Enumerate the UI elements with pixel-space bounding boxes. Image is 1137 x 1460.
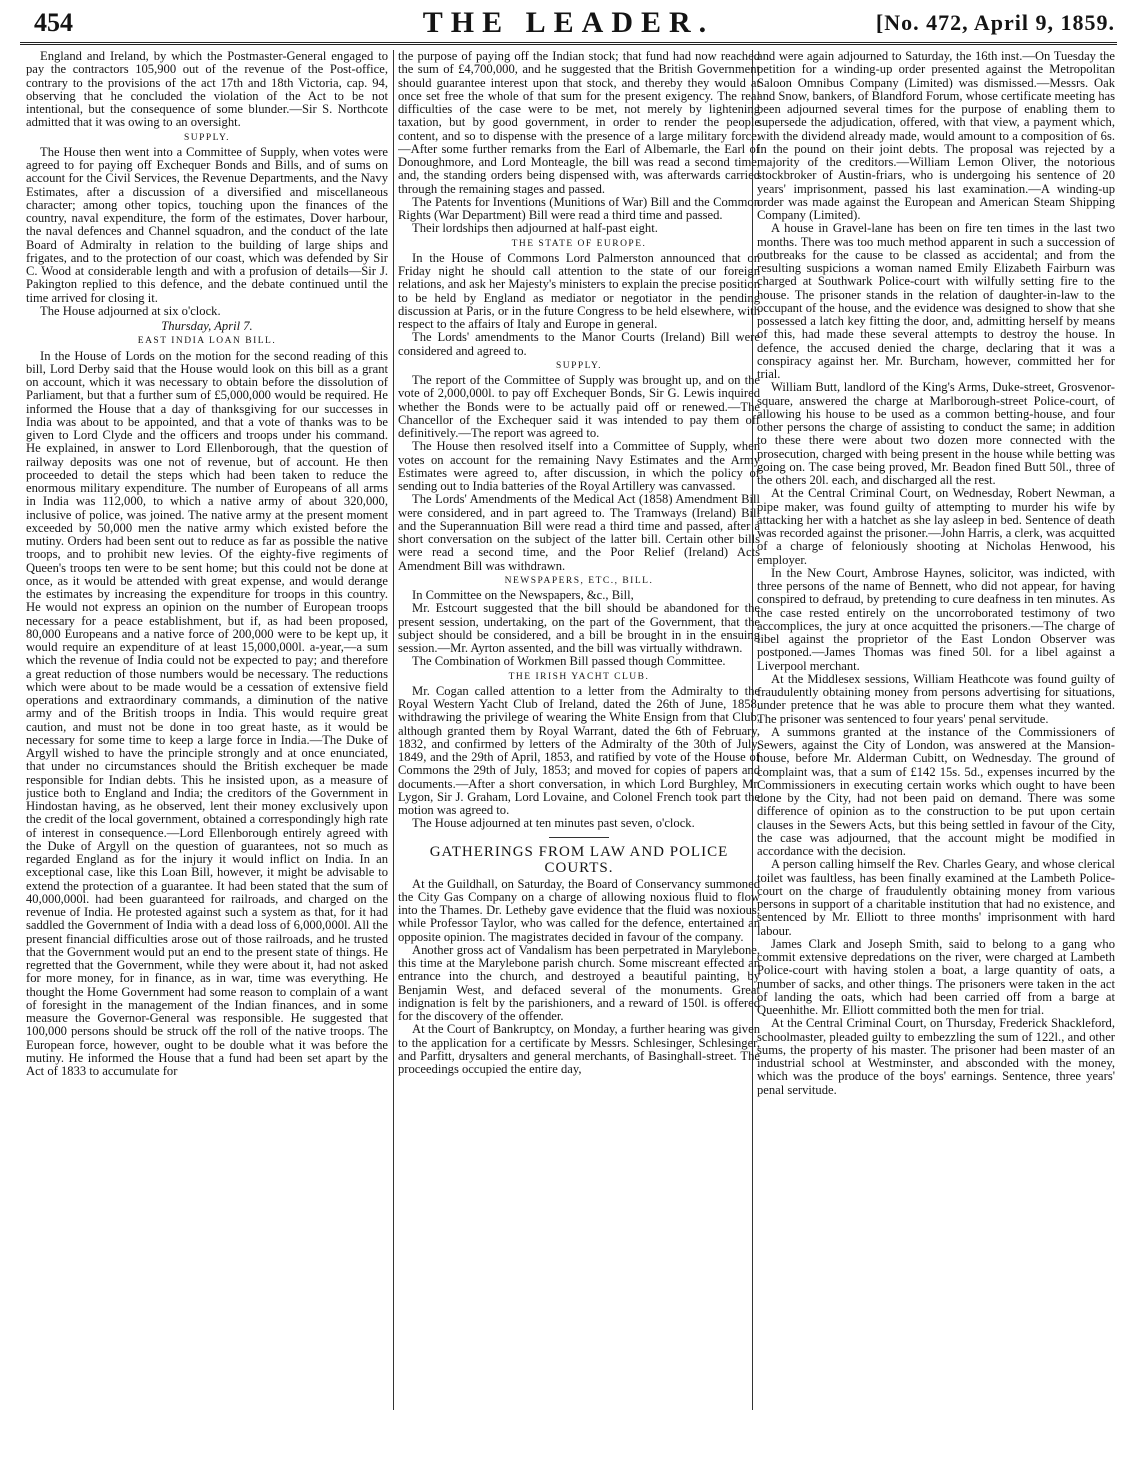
paragraph: The Lords' Amendments of the Medical Act (1858) Amendment Bill were considered, and in part agreed to. The Tramways (Ireland) Bill and the Superannuation Bill were read a third time and passed, after a short conversation on the subject of the latter bill. Certain other bills were read a second time, and the Poor Relief (Ireland) Acts Amendment Bill was withdrawn. (398, 492, 760, 573)
section-heading: NEWSPAPERS, ETC., BILL. (504, 575, 654, 586)
paragraph: The report of the Committee of Supply was brought up, and on the vote of 2,000,000l. to pay off Exchequer Bonds, Sir G. Lewis inquired whether the Bonds were to be actually paid off or renewed.—The Chancellor of the Exchequer said it was intended to pay them off definitively.—The report was agreed to. (398, 373, 760, 440)
paragraph: At the Guildhall, on Saturday, the Board of Conservancy summoned the City Gas Company on a charge of allowing noxious fluid to flow into the Thames. Dr. Letheby gave evidence that the fluid was noxious, while Professor Taylor, who was called for the defence, entertained an opposite opinion. The magistrates decided in favour of the company. (398, 876, 760, 944)
separator-rule (549, 837, 609, 838)
paragraph: A summons granted at the instance of the Commissioners of Sewers, against the City of London, was answered at the Mansion-house, before Mr. Alderman Cubitt, on Wednesday. The ground of complaint was, that a sum of £142 15s. 5d., expenses incurred by the Commissioners in executing certain works which ought to have been done by the City, had not been paid on demand. There was some difference of opinion as to the construction to be put upon certain clauses in the Sewers Acts, but this being settled in favour of the City, the case was adjourned, that the account might be modified in accordance with the decision. (757, 724, 1115, 858)
column-middle (398, 50, 760, 1450)
paragraph: The Lords' amendments to the Manor Courts (Ireland) Bill were considered and agreed to. (398, 330, 760, 358)
paragraph: Their lordships then adjourned at half-past eight. (412, 221, 658, 236)
page-number: 454 (34, 8, 73, 37)
paragraph: The House adjourned at six o'clock. (40, 303, 221, 318)
paragraph: and were again adjourned to Saturday, the 16th inst.—On Tuesday the petition for a winding-up order presented against the Metropolitan Saloon Omnibus Company (Limited) was dismissed.—Messrs. Oak and Snow, bankers, of Blandford Forum, whose certificate meeting has been adjourned several times for the purpose of enabling them to supersede the adjudication, offered, with that view, a payment which, with the dividend already made, would amount to a composition of 6s. in the pound on their joint debts. The proposal was rejected by a majority of the creditors.—William Lemon Oliver, the notorious stockbroker of Austin-friars, who is undergoing his sentence of 20 years' imprisonment, passed his last examination.—A winding-up order was made against the European and American Steam Shipping Company (Limited). (757, 50, 1115, 222)
paragraph: Mr. Estcourt suggested that the bill should be abandoned for the present session, undertaking, on the part of the Government, that the subject should be considered, and a bill be brought in in the ensuing session.—Mr. Ayrton assented, and the bill was virtually withdrawn. (398, 601, 760, 655)
paragraph: At the Court of Bankruptcy, on Monday, a further hearing was given to the application for a certificate by Messrs. Schlesinger, Schlesinger, and Parfitt, drysalters and general merchants, of Basinghall-street. The proceedings occupied the entire day, (398, 1022, 760, 1076)
masthead (20, 6, 1117, 45)
paragraph: Mr. Cogan called attention to a letter from the Admiralty to the Royal Western Yacht Club of Ireland, dated the 26th of June, 1858, withdrawing the privilege of wearing the White Ensign from that Club, although granted them by Royal Warrant, dated the 6th of February, 1832, and confirmed by letters of the Admiralty of the 30th of July, 1849, and the 29th of April, 1853, and ratified by vote of the House of Commons the 29th of July, 1853; and moved for copies of papers and documents.—After a short conversation, in which Lord Burghley, Mr. Lygon, Sir J. Graham, Lord Lovaine, and Colonel French took part the motion was agreed to. (398, 683, 760, 817)
newspaper-title: THE LEADER. (422, 6, 715, 39)
paragraph: The House then went into a Committee of Supply, when votes were agreed to for paying off Exchequer Bonds and Bills, and of sums on account for the Civil Services, the Revenue Departments, and the Navy Estimates, after a discussion of a diversified and miscellaneous character; among other topics, touching upon the finances of the country, naval expenditure, the form of the estimates, Dover harbour, the naval defences and Channel squadron, and the conduct of the late Board of Admiralty in relation to the building of large ships and frigates, and to the protection of our coast, which was defended by Sir C. Wood at considerable length and with a profusion of details—Sir J. Pakington replied to this defence, and the debate continued until the time arrived for closing it. (26, 144, 388, 305)
paragraph: In the House of Lords on the motion for the second reading of this bill, Lord Derby said that the House would look on this bill as a grant on account, which it was necessary to obtain before the dissolution of Parliament, but that a further sum of £5,000,000 would be required. He informed the House that a day of thanksgiving for our successes in India was about to be appointed, and that a vote of thanks was to be given to Lord Clyde and the officers and troops under his command. He explained, in answer to Lord Ellenborough, that the question of railway deposits was one not of revenue, but of account. He then proceeded to detail the steps which had been taken to reduce the enormous military expenditure. The number of Europeans of all arms in India was 112,000, to which a native army of about 320,000, inclusive of police, was joined. The native army at the present moment exceeded by 50,000 men the native army which existed before the mutiny. Orders had been sent out to reduce as far as possible the native troops, and to prohibit new levies. Of the eighty-five regiments of Queen's troops ten were to be sent home; but this could not be done at once, as it would be attended with great expense, and would derange the estimates by increasing the expenditure for troops in this country. He would not express an opinion on the number of European troops necessary for a peace establishment, but if, as had been proposed, 80,000 Europeans and a native force of 200,000 were to be kept up, it would require an expenditure of at least 15,000,000l. a-year,—a sum which the revenue of India could not be expected to pay; and therefore a great reduction of those numbers would be necessary. The reductions which were about to be made would be a cessation of extensive field operations and extraordinary commands, a diminution of the native army and of the British troops in India. This would require great caution, and must not be done in too great haste, as it would be necessary for some time to keep a large force in India.—The Duke of Argyll wished to have the principle strongly and at once enunciated, that under no circumstances should the British exchequer be made responsible for Indian debts. This he insisted upon, as a measure of justice both to England and India; the creditors of the Government in Hindostan having, as he observed, lent their money exclusively upon the credit of the local government, obtained a correspondingly high rate of interest in consequence.—Lord Ellenborough entirely agreed with the Duke of Argyll on the question of guarantees, not so much as regarded England as for the injury it would inflict on India. In an exceptional case, like this Loan Bill, however, it might be advisable to extend the protection of a guarantee. It had been stated that the sum of 40,000,000l. had been guaranteed for railroads, and charged on the revenue of India. He protested against such a system as that, for it had saddled the Government of India with a dead loss of 6,000,000l. All the present financial difficulties arose out of those railroads, and he trusted that the Government would put an end to the present state of things. He regretted that the Government, while they were about it, had not asked for more money, for in finance, as in war, time was everything. He thought the Home Government had some reason to complain of a want of foresight in the management of the Indian finances, and in some measure the Governor-General was responsible. He suggested that 100,000 persons should be struck off the roll of the native troops. The European force, however, ought to be double what it was before the mutiny. He informed the House that a fund had been set apart by the Act of 1833 to accumulate for (26, 348, 388, 1078)
paragraph: James Clark and Joseph Smith, said to belong to a gang who commit extensive depredations on the river, were charged at Lambeth Police-court with having stolen a boat, a large quantity of oats, a number of sacks, and other things. The prisoners were taken in the act of landing the oats, which had been carried off from a barge at Queenhithe. Mr. Elliott committed both the men for trial. (757, 936, 1115, 1017)
paragraph: The House adjourned at ten minutes past seven, o'clock. (412, 816, 695, 831)
column-rule (393, 50, 394, 1410)
paragraph: The Patents for Inventions (Munitions of War) Bill and the Common Rights (War Department) Bill were read a third time and passed. (398, 194, 760, 222)
paragraph: At the Central Criminal Court, on Wednesday, Robert Newman, a pipe maker, was found guilty of attempting to murder his wife by attacking her with a hatchet as she lay asleep in bed. Sentence of death was recorded against the prisoner.—John Harris, a clerk, was acquitted of a charge of feloniously shooting at Nicholas Henwood, his employer. (757, 486, 1115, 567)
paragraph: William Butt, landlord of the King's Arms, Duke-street, Grosvenor-square, answered the charge at Marlborough-street Police-court, of allowing his house to be used as a common betting-house, and four other persons the charge of assisting to conduct the same; in addition to these there were about two dozen more connected with the prosecution, charged with being present in the house while betting was going on. The case being proved, Mr. Beadon fined Butt 50l., three of the others 20l. each, and discharged all the rest. (757, 380, 1115, 487)
paragraph: A person calling himself the Rev. Charles Geary, and whose clerical toilet was faultless, has been finally examined at the Lambeth Police-court on the charge of fraudulently obtaining money from various persons in support of a charitable institution that had no existence, and sentenced by Mr. Elliott to three months' imprisonment with hard labour. (757, 857, 1115, 938)
column-right (757, 50, 1115, 1450)
paragraph: The House then resolved itself into a Committee of Supply, when votes on account for the remaining Navy Estimates and the Army Estimates were agreed to, after discussion, in which the policy of sending out to India batteries of the Royal Artillery was canvassed. (398, 439, 760, 493)
paragraph: England and Ireland, by which the Postmaster-General engaged to pay the contractors 105,900 out of the revenue of the Post-office, contrary to the provisions of the act 17th and 18th Victoria, cap. 94, observing that he concluded the violation of the Act to be not intentional, but the consequence of some blunder.—Sir S. Northcote admitted that it was owing to an oversight. (26, 50, 388, 130)
section-heading: THE IRISH YACHT CLUB. (508, 671, 650, 682)
paragraph: The Combination of Workmen Bill passed though Committee. (412, 654, 726, 669)
paragraph: the purpose of paying off the Indian stock; that fund had now reached the sum of £4,700,000, and he suggested that the British Government should guarantee interest upon that stock, and thereby they would at once set free the whole of that sum for the present exigency. The real difficulties of the case were to be met, not merely by lightening taxation, but by good government, in order to render the people content, and so to dispense with the presence of a large military force.—After some further remarks from the Earl of Albemarle, the Earl of Donoughmore, and Lord Monteagle, the bill was read a second time, and, the standing orders being dispensed with, was afterwards carried through the remaining stages and passed. (398, 50, 760, 196)
paragraph: At the Central Criminal Court, on Thursday, Frederick Shackleford, schoolmaster, pleaded guilty to embezzling the sum of 122l., and other sums, the property of his master. The prisoner had been master of an industrial school at Westminster, and absconded with the money, which was the produce of the boys' earnings. Sentence, three years' penal servitude. (757, 1016, 1115, 1097)
paragraph: In the New Court, Ambrose Haynes, solicitor, was indicted, with three persons of the name of Bennett, who did not appear, for having conspired to defraud, by pretending to cure deafness in ten minutes. As the case rested entirely on the uncorroborated testimony of two accomplices, the jury at once acquitted the prisoners.—The charge of libel against the proprietor of the East London Observer was postponed.—James Thomas was fined 50l. for a libel against a Liverpool merchant. (757, 565, 1115, 673)
paragraph: In Committee on the Newspapers, &c., Bill, (412, 588, 634, 602)
section-heading: THE STATE OF EUROPE. (511, 238, 647, 249)
issue-info: [No. 472, April 9, 1859. (875, 10, 1115, 35)
date-line: Thursday, April 7. (161, 319, 253, 333)
article-headline: GATHERINGS FROM LAW AND POLICE COURTS. (429, 843, 729, 876)
paragraph: Another gross act of Vandalism has been perpetrated in Marylebone, this time at the Marylebone parish church. Some miscreant effected an entrance into the church, and destroyed a beautiful painting, by Benjamin West, and defaced several of the monuments. Great indignation is felt by the parishioners, and a reward of 150l. is offered for the discovery of the offender. (398, 942, 760, 1023)
section-heading: EAST INDIA LOAN BILL. (137, 336, 277, 347)
paragraph: In the House of Commons Lord Palmerston announced that on Friday night he should call attention to the state of our foreign relations, and ask her Majesty's ministers to explain the precise position to be held by England as mediator or negotiator in the pending discussion at Paris, or in the future Congress to be held elsewhere, with respect to the affairs of Italy and Europe in general. (398, 250, 760, 331)
section-heading: SUPPLY. (555, 360, 603, 371)
paragraph: At the Middlesex sessions, William Heathcote was found guilty of fraudulently obtaining money from persons advertising for situations, under pretence that he was able to procure them what they wanted. The prisoner was sentenced to four years' penal servitude. (757, 671, 1115, 726)
section-heading: SUPPLY. (183, 132, 231, 143)
column-left (26, 50, 388, 1450)
paragraph: A house in Gravel-lane has been on fire ten times in the last two months. There was too much method apparent in such a succession of outbreaks for the cause to be classed as accidental; and from the resulting suspicions a woman named Emily Elizabeth Fairburn was charged at Southwark Police-court with wilfully setting fire to the house. The prisoner stands in the relation of daughter-in-law to the occupant of the house, and the evidence was designed to show that she possessed a latch key fitting the door, and, admitting herself by means of this, had made these several attempts to destroy the house. In defence, the accused denied the charge, declaring that it was a conspiracy against her. Mr. Burcham, however, committed her for trial. (757, 221, 1115, 381)
